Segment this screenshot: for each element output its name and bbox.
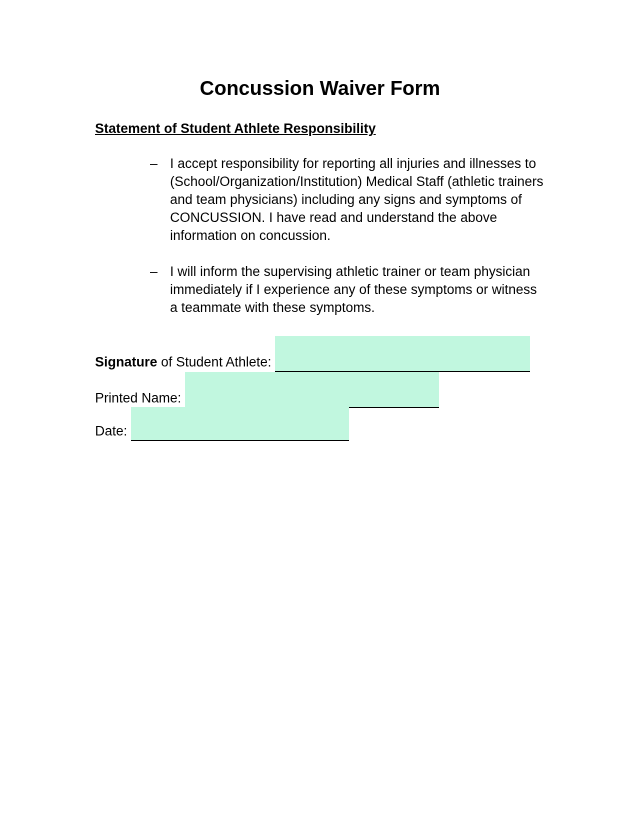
- bullet-text: I will inform the supervising athletic trainer or team physician immediately if I experience any of these symptoms or witness a teammate with these symptoms.: [170, 264, 537, 315]
- printed-name-row: [95, 388, 439, 408]
- signature-label: [95, 355, 275, 370]
- signature-row: [95, 352, 530, 372]
- signature-field[interactable]: [275, 352, 530, 370]
- printed-name-label: Printed Name:: [95, 390, 186, 406]
- signature-label-rest: of Student Athlete:: [157, 354, 276, 370]
- date-row: [95, 421, 349, 441]
- date-field[interactable]: [131, 421, 349, 439]
- bullet-text: I accept responsibility for reporting all injuries and illnesses to (School/Organization/Institution) Medical Staff (athletic trainers and team physicians) including any signs and symptoms of CONCUSSION. I have read and understand the above information on concussion.: [170, 156, 544, 243]
- list-item: [148, 263, 548, 317]
- printed-name-field-box: [185, 388, 439, 408]
- list-item: [148, 155, 548, 245]
- date-label: Date:: [95, 423, 132, 439]
- date-field-box: [131, 421, 349, 441]
- signature-field-box: [275, 352, 530, 372]
- responsibility-list: [148, 155, 548, 335]
- form-title: Concussion Waiver Form: [199, 78, 441, 100]
- dash-bullet-icon: –: [150, 156, 158, 171]
- printed-name-field[interactable]: [185, 388, 439, 406]
- section-heading: Statement of Student Athlete Responsibility: [95, 121, 376, 136]
- signature-label-bold: Signature: [95, 354, 158, 370]
- dash-bullet-icon: –: [150, 264, 158, 279]
